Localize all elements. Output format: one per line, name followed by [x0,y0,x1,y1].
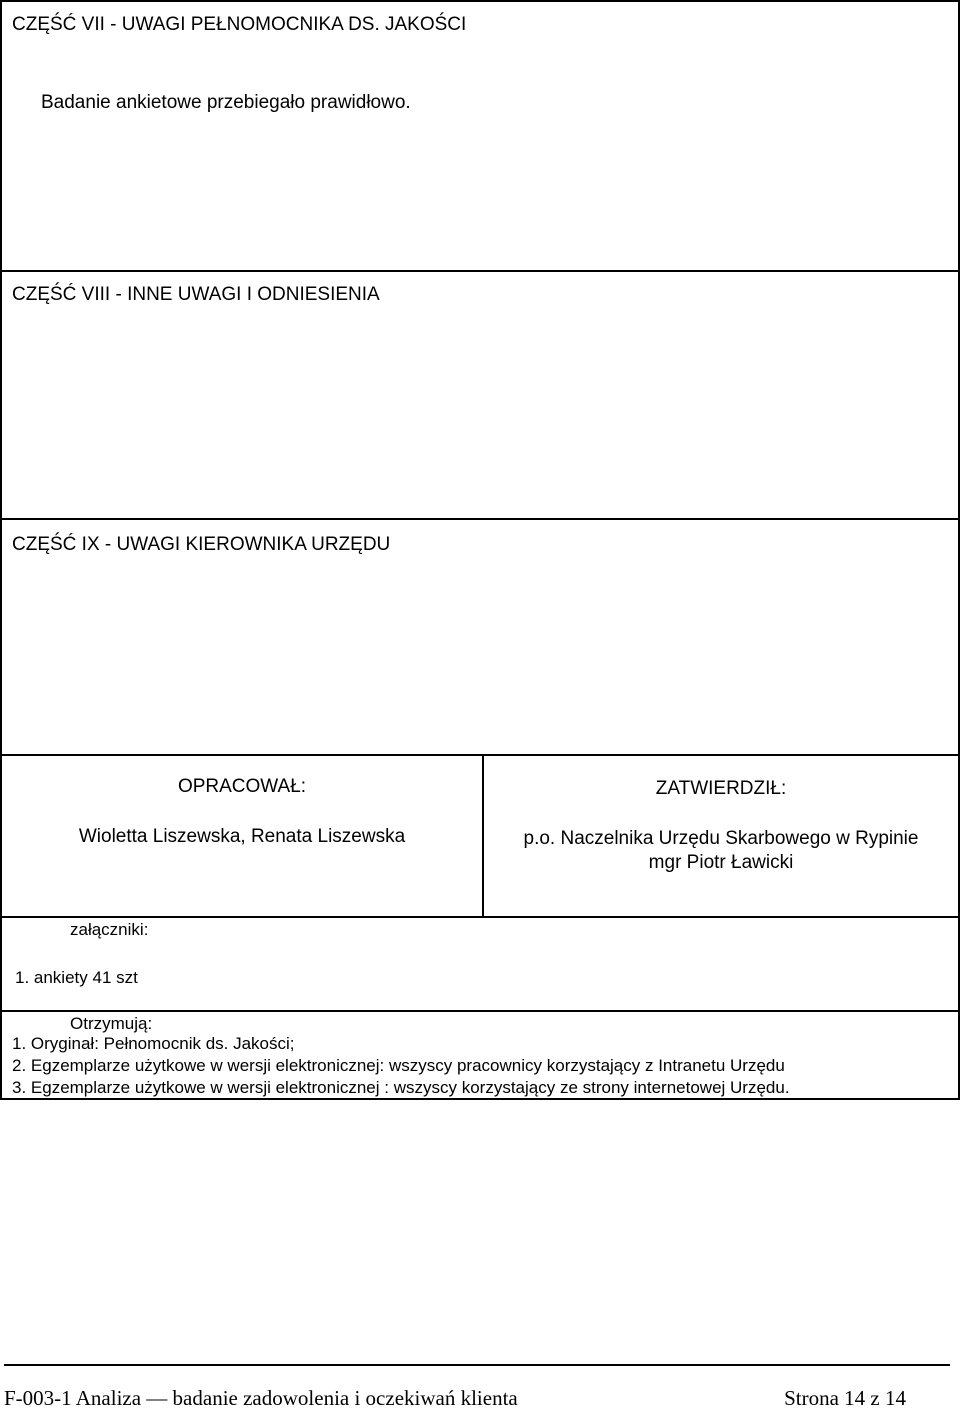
attachments-label: załączniki: [70,920,149,939]
attachment-item: 1. ankiety 41 szt [15,968,138,987]
footer-rule [4,1364,950,1366]
prepared-names: Wioletta Liszewska, Renata Liszewska [78,826,406,847]
section-7-title: CZĘŚĆ VII - UWAGI PEŁNOMOCNIKA DS. JAKOŚCI [12,14,467,35]
prepared-label: OPRACOWAŁ: [177,776,307,797]
recipient-item: 3. Egzemplarze użytkowe w wersji elektronicznej : wszyscy korzystający ze strony internetowej Urzędu. [12,1078,790,1097]
recipient-item: 2. Egzemplarze użytkowe w wersji elektronicznej: wszyscy pracownicy korzystający z Intranetu Urzędu [12,1056,785,1075]
section-9-title: CZĘŚĆ IX - UWAGI KIEROWNIKA URZĘDU [12,534,391,555]
footer-page-number: Strona 14 z 14 [784,1386,906,1410]
section-8-title: CZĘŚĆ VIII - INNE UWAGI I ODNIESIENIA [12,284,380,305]
recipient-item: 1. Oryginał: Pełnomocnik ds. Jakości; [12,1034,295,1053]
approved-line1: p.o. Naczelnika Urzędu Skarbowego w Rypinie [523,828,919,849]
recipients-label: Otrzymują: [70,1014,153,1033]
approved-line2: mgr Piotr Ławicki [648,852,794,873]
approved-label: ZATWIERDZIŁ: [655,778,787,799]
section-7-body: Badanie ankietowe przebiegało prawidłowo. [41,92,411,113]
section-7-box [0,0,960,272]
footer-document-title: F-003-1 Analiza — badanie zadowolenia i oczekiwań klienta [4,1386,518,1410]
section-8-box [0,270,960,520]
